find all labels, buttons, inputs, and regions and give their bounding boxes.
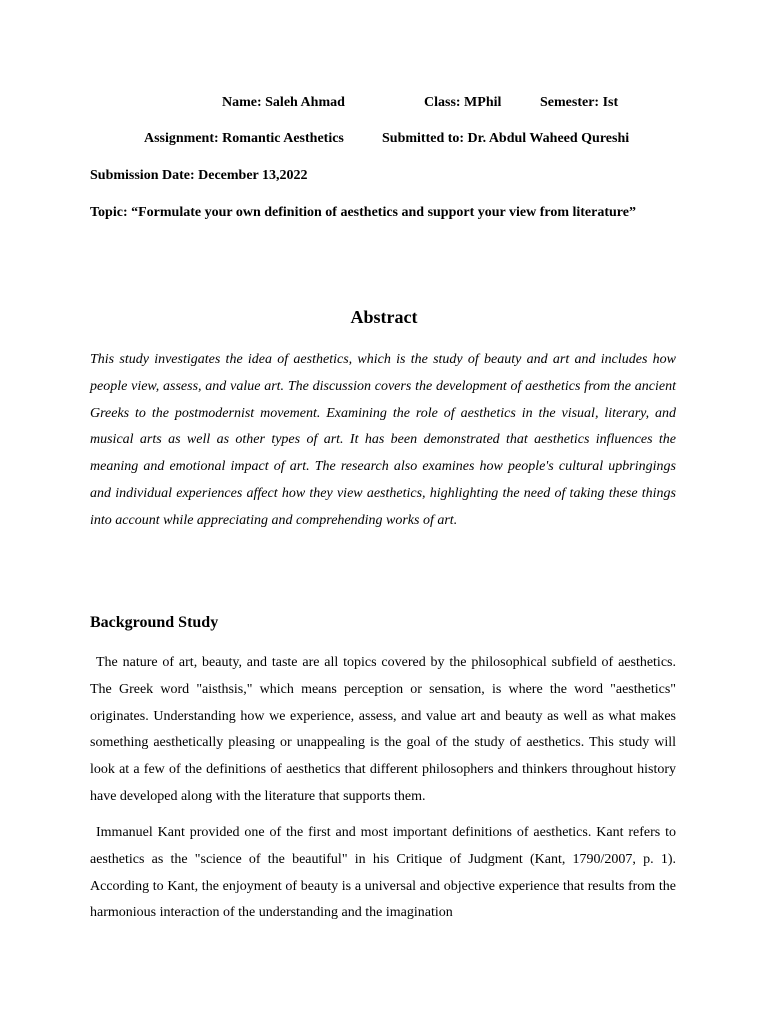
student-name: Name: Saleh Ahmad <box>222 95 345 110</box>
abstract-body: This study investigates the idea of aesthetics, which is the study of beauty and art and includes how people view, assess, and value art. The discussion covers the development of aesthetics from the ancient Greeks to the postmodernist movement. Examining the role of aesthetics in the visual, literary, and musical arts as well as other types of art. It has been demonstrated that aesthetics influences the meaning and emotional impact of art. The research also examines how people's cultural upbringings and individual experiences affect how they view aesthetics, highlighting the need of taking these things into account while appreciating and comprehending works of art. <box>90 352 676 528</box>
assignment-info: Assignment: Romantic Aesthetics <box>144 131 344 146</box>
abstract-title: Abstract <box>350 307 418 327</box>
submission-date: Submission Date: December 13,2022 <box>90 168 308 183</box>
semester-info: Semester: Ist <box>540 95 619 110</box>
background-paragraph-2: Immanuel Kant provided one of the first and most important definitions of aesthetics. Kant refers to aesthetics as the "science of the beautiful" in his Critique of Judgment (Kant, 1790/2007, p. 1). According to Kant, the enjoyment of beauty is a universal and objective experience that results from the harmonious interaction of the understanding and the imagination <box>90 825 676 921</box>
submitted-to: Submitted to: Dr. Abdul Waheed Qureshi <box>382 131 630 146</box>
background-heading: Background Study <box>90 614 219 631</box>
class-info: Class: MPhil <box>424 95 502 110</box>
background-paragraph-1: The nature of art, beauty, and taste are all topics covered by the philosophical subfield of aesthetics. The Greek word "aisthsis," which means perception or sensation, is where the word "aesthetics" originates. Understanding how we experience, assess, and value art and beauty as well as what makes something aesthetically pleasing or unappealing is the goal of the study of aesthetics. This study will look at a few of the definitions of aesthetics that different philosophers and thinkers throughout history have developed along with the literature that supports them. <box>90 655 676 804</box>
topic: Topic: “Formulate your own definition of aesthetics and support your view from literature” <box>90 205 636 220</box>
